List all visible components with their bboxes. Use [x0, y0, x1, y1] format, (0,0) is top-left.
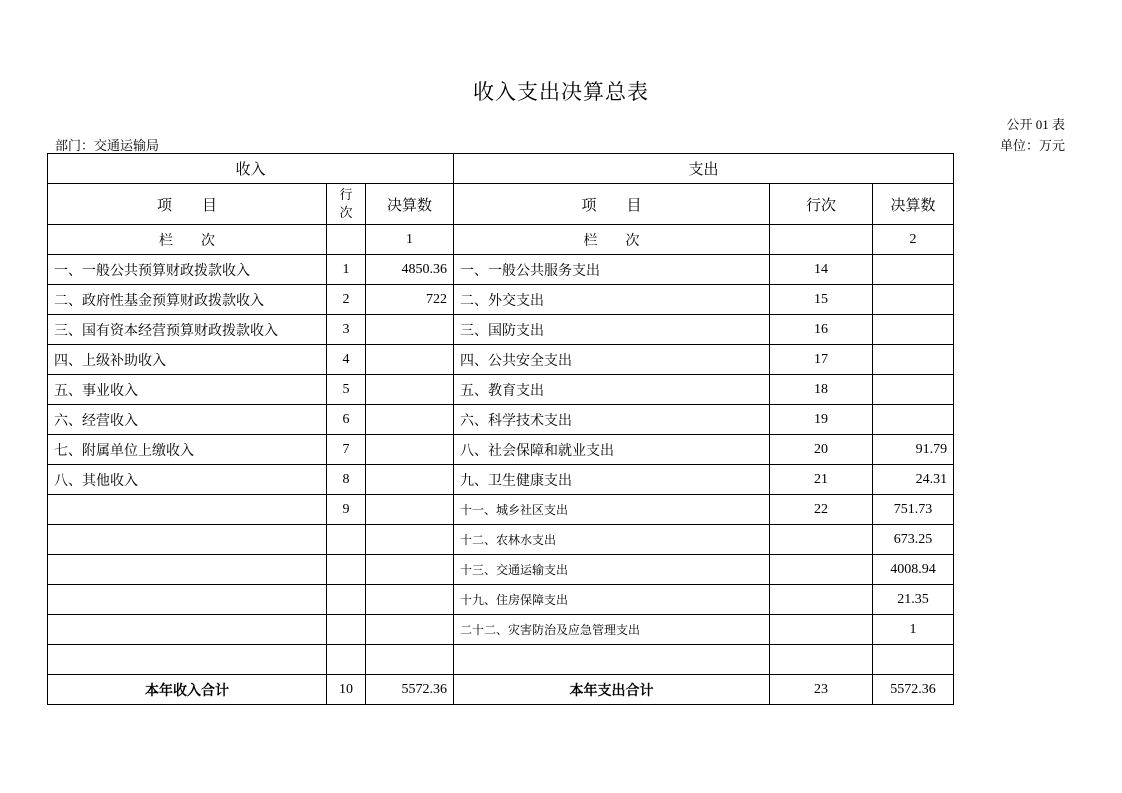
income-row-no: 6 [327, 405, 366, 435]
table-row [48, 405, 954, 435]
expense-amount-header: 决算数 [873, 184, 954, 225]
income-item [48, 645, 327, 675]
income-amount: 4850.36 [366, 255, 454, 285]
income-total-amount: 5572.36 [366, 675, 454, 705]
expense-row-no [770, 645, 873, 675]
expense-row-no: 17 [770, 345, 873, 375]
income-row-no: 1 [327, 255, 366, 285]
expense-row-no-header: 行次 [770, 184, 873, 225]
expense-amount [873, 255, 954, 285]
income-row-no [327, 555, 366, 585]
expense-col-index-blank [770, 225, 873, 255]
department-label: 部门：交通运输局 [55, 138, 160, 153]
income-col-index-label: 栏 次 [48, 225, 327, 255]
table-row [48, 525, 954, 555]
income-item: 七、附属单位上缴收入 [48, 435, 327, 465]
expense-item: 十三、交通运输支出 [454, 555, 770, 585]
expense-amount: 751.73 [873, 495, 954, 525]
income-item [48, 615, 327, 645]
expense-amount [873, 645, 954, 675]
income-row-no: 4 [327, 345, 366, 375]
income-amount [366, 375, 454, 405]
expense-item: 十九、住房保障支出 [454, 585, 770, 615]
income-amount [366, 615, 454, 645]
income-item: 四、上级补助收入 [48, 345, 327, 375]
expense-amount [873, 285, 954, 315]
expense-amount [873, 375, 954, 405]
expense-row-no [770, 525, 873, 555]
table-row [48, 345, 954, 375]
income-amount [366, 465, 454, 495]
income-row-no: 8 [327, 465, 366, 495]
income-total-row-no: 10 [327, 675, 366, 705]
expense-row-no [770, 615, 873, 645]
expense-item: 三、国防支出 [454, 315, 770, 345]
expense-amount: 21.35 [873, 585, 954, 615]
expense-amount: 4008.94 [873, 555, 954, 585]
income-item-header: 项 目 [48, 184, 327, 225]
unit-label: 单位：万元 [999, 138, 1065, 153]
expense-item: 十二、农林水支出 [454, 525, 770, 555]
income-amount [366, 555, 454, 585]
income-item [48, 555, 327, 585]
income-section-header: 收入 [48, 154, 454, 184]
expense-row-no [770, 555, 873, 585]
income-item [48, 525, 327, 555]
income-item: 八、其他收入 [48, 465, 327, 495]
income-amount [366, 495, 454, 525]
table-row [48, 645, 954, 675]
expense-item: 九、卫生健康支出 [454, 465, 770, 495]
income-row-no-header [327, 184, 366, 225]
expense-item: 八、社会保障和就业支出 [454, 435, 770, 465]
income-row-no [327, 645, 366, 675]
column-index-row [48, 225, 954, 255]
table-row [48, 465, 954, 495]
income-item: 一、一般公共预算财政拨款收入 [48, 255, 327, 285]
expense-total-label: 本年支出合计 [454, 675, 770, 705]
income-row-no [327, 615, 366, 645]
income-amount: 722 [366, 285, 454, 315]
table-row [48, 615, 954, 645]
income-amount [366, 525, 454, 555]
expense-item: 五、教育支出 [454, 375, 770, 405]
income-col-index-blank [327, 225, 366, 255]
income-col-index: 1 [366, 225, 454, 255]
expense-amount: 1 [873, 615, 954, 645]
income-amount [366, 435, 454, 465]
table-row [48, 435, 954, 465]
expense-item-header: 项 目 [454, 184, 770, 225]
income-row-no [327, 585, 366, 615]
table-row [48, 315, 954, 345]
expense-amount: 673.25 [873, 525, 954, 555]
income-row-no: 5 [327, 375, 366, 405]
income-total-label: 本年收入合计 [48, 675, 327, 705]
expense-total-amount: 5572.36 [873, 675, 954, 705]
income-item: 三、国有资本经营预算财政拨款收入 [48, 315, 327, 345]
column-header-row [48, 184, 954, 225]
form-number: 公开 01 表 [1006, 117, 1065, 132]
row-no-header-line1: 行 [339, 187, 353, 202]
income-row-no: 7 [327, 435, 366, 465]
expense-col-index-label: 栏 次 [454, 225, 770, 255]
income-amount [366, 645, 454, 675]
section-header-row [48, 154, 954, 184]
expense-row-no: 19 [770, 405, 873, 435]
income-row-no: 3 [327, 315, 366, 345]
expense-row-no: 21 [770, 465, 873, 495]
table-row [48, 555, 954, 585]
income-item [48, 585, 327, 615]
income-item [48, 495, 327, 525]
table-row [48, 255, 954, 285]
expense-row-no: 16 [770, 315, 873, 345]
income-row-no [327, 525, 366, 555]
expense-amount [873, 405, 954, 435]
expense-amount [873, 345, 954, 375]
income-item: 五、事业收入 [48, 375, 327, 405]
expense-item [454, 645, 770, 675]
expense-row-no: 18 [770, 375, 873, 405]
expense-total-row-no: 23 [770, 675, 873, 705]
expense-amount [873, 315, 954, 345]
page-title: 收入支出决算总表 [473, 80, 649, 104]
budget-table [47, 153, 954, 705]
table-row [48, 495, 954, 525]
expense-item: 六、科学技术支出 [454, 405, 770, 435]
expense-row-no: 15 [770, 285, 873, 315]
expense-item: 二十二、灾害防治及应急管理支出 [454, 615, 770, 645]
expense-amount: 24.31 [873, 465, 954, 495]
expense-row-no: 14 [770, 255, 873, 285]
expense-section-header: 支出 [454, 154, 954, 184]
expense-item: 四、公共安全支出 [454, 345, 770, 375]
income-amount [366, 315, 454, 345]
income-amount [366, 585, 454, 615]
expense-row-no: 22 [770, 495, 873, 525]
income-row-no: 2 [327, 285, 366, 315]
table-row [48, 375, 954, 405]
expense-row-no [770, 585, 873, 615]
income-amount-header: 决算数 [366, 184, 454, 225]
income-item: 二、政府性基金预算财政拨款收入 [48, 285, 327, 315]
expense-item: 一、一般公共服务支出 [454, 255, 770, 285]
expense-col-index: 2 [873, 225, 954, 255]
expense-amount: 91.79 [873, 435, 954, 465]
income-amount [366, 405, 454, 435]
table-row [48, 285, 954, 315]
row-no-header-line2: 次 [339, 205, 353, 220]
expense-item: 二、外交支出 [454, 285, 770, 315]
totals-row [48, 675, 954, 705]
income-amount [366, 345, 454, 375]
table-row [48, 585, 954, 615]
expense-item: 十一、城乡社区支出 [454, 495, 770, 525]
income-item: 六、经营收入 [48, 405, 327, 435]
expense-row-no: 20 [770, 435, 873, 465]
income-row-no: 9 [327, 495, 366, 525]
